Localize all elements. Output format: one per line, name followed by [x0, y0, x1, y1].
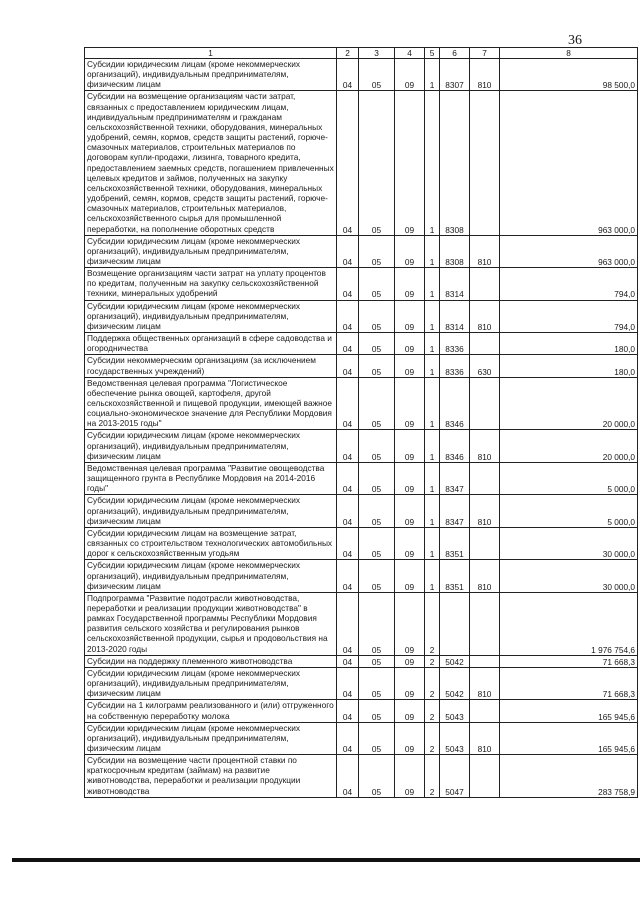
row-amount-cell: 963 000,0 [500, 235, 638, 267]
row-amount-cell: 20 000,0 [500, 430, 638, 462]
row-code-7-cell: 810 [470, 59, 500, 91]
row-code-2-cell: 04 [337, 377, 359, 430]
budget-table-wrapper [84, 47, 637, 798]
table-row [85, 462, 638, 494]
row-code-4-cell: 09 [395, 333, 425, 355]
header-col-5: 5 [425, 48, 440, 59]
row-code-6-cell: 5043 [440, 700, 470, 722]
row-code-7-cell [470, 655, 500, 667]
row-name-cell: Субсидии юридическим лицам (кроме некоммерческих организаций), индивидуальным предпринимателям, физическим лицам [85, 667, 337, 699]
table-row [85, 527, 638, 559]
row-code-6-cell: 5042 [440, 655, 470, 667]
row-code-6-cell: 8314 [440, 268, 470, 300]
table-row [85, 655, 638, 667]
budget-table [84, 47, 638, 798]
row-code-7-cell: 810 [470, 235, 500, 267]
row-code-6-cell: 8314 [440, 300, 470, 332]
row-code-5-cell: 1 [425, 268, 440, 300]
row-amount-cell: 794,0 [500, 268, 638, 300]
row-code-5-cell: 2 [425, 592, 440, 655]
row-code-2-cell: 04 [337, 333, 359, 355]
row-code-5-cell: 1 [425, 377, 440, 430]
table-row [85, 667, 638, 699]
row-code-7-cell [470, 377, 500, 430]
row-code-3-cell: 05 [359, 667, 395, 699]
header-col-3: 3 [359, 48, 395, 59]
row-amount-cell: 20 000,0 [500, 377, 638, 430]
row-code-2-cell: 04 [337, 700, 359, 722]
row-code-5-cell: 1 [425, 91, 440, 235]
row-code-3-cell: 05 [359, 527, 395, 559]
row-code-4-cell: 09 [395, 527, 425, 559]
row-code-7-cell [470, 755, 500, 798]
row-amount-cell: 283 758,9 [500, 755, 638, 798]
row-amount-cell: 794,0 [500, 300, 638, 332]
row-code-4-cell: 09 [395, 377, 425, 430]
row-name-cell: Субсидии юридическим лицам (кроме некоммерческих организаций), индивидуальным предпринимателям, физическим лицам [85, 560, 337, 592]
row-code-4-cell: 09 [395, 430, 425, 462]
row-code-4-cell: 09 [395, 355, 425, 377]
row-code-5-cell: 1 [425, 527, 440, 559]
row-code-4-cell: 09 [395, 300, 425, 332]
row-name-cell: Субсидии на 1 килограмм реализованного и (или) отгруженного на собственную переработку молока [85, 700, 337, 722]
row-name-cell: Ведомственная целевая программа "Логистическое обеспечение рынка овощей, картофеля, другой сельскохозяйственной и пищевой продукции, имеющей важное социально-экономическое значение для Республики Мордовия на 2013-2015 годы" [85, 377, 337, 430]
row-code-4-cell: 09 [395, 495, 425, 527]
row-code-4-cell: 09 [395, 91, 425, 235]
row-amount-cell: 30 000,0 [500, 560, 638, 592]
row-code-2-cell: 04 [337, 300, 359, 332]
row-code-6-cell: 8351 [440, 527, 470, 559]
row-code-2-cell: 04 [337, 722, 359, 754]
row-name-cell: Субсидии на возмещение организациям части затрат, связанных с предоставлением юридическим лицам, индивидуальным предпринимателям и гражданам сельскохозяйственной техники, оборудования, минеральных удобрений, семян, кормов, средств защиты растений, горюче-смазочных материалов, строительных материалов по договорам купли-продажи, лизинга, товарного кредита, предоставлением заемных средств, погашением привлеченных целевых кредитов и займов, полученных на закупку сельскохозяйственной техники, оборудования, минеральных удобрений, семян, кормов, средств защиты растений, горюче-смазочных материалов, строительных материалов, сельскохозяйственного сырья для промышленной переработки, на пополнение оборотных средств [85, 91, 337, 235]
row-name-cell: Субсидии юридическим лицам (кроме некоммерческих организаций), индивидуальным предпринимателям, физическим лицам [85, 59, 337, 91]
row-name-cell: Подпрограмма "Развитие подотрасли животноводства, переработки и реализации продукции животноводства" в рамках Государственной программы Республики Мордовия развития сельского хозяйства и регулирования рынков сельскохозяйственной продукции, сырья и продовольствия на 2013-2020 годы [85, 592, 337, 655]
row-name-cell: Поддержка общественных организаций в сфере садоводства и огородничества [85, 333, 337, 355]
row-code-7-cell [470, 91, 500, 235]
row-code-5-cell: 2 [425, 700, 440, 722]
row-name-cell: Субсидии юридическим лицам (кроме некоммерческих организаций), индивидуальным предпринимателям, физическим лицам [85, 430, 337, 462]
table-row [85, 235, 638, 267]
row-code-3-cell: 05 [359, 495, 395, 527]
table-row [85, 592, 638, 655]
row-code-6-cell: 5047 [440, 755, 470, 798]
row-code-2-cell: 04 [337, 560, 359, 592]
row-code-7-cell: 630 [470, 355, 500, 377]
row-code-7-cell [470, 527, 500, 559]
table-body [85, 59, 638, 798]
row-code-6-cell: 5042 [440, 667, 470, 699]
row-code-3-cell: 05 [359, 592, 395, 655]
row-code-7-cell: 810 [470, 430, 500, 462]
row-code-2-cell: 04 [337, 655, 359, 667]
row-code-7-cell: 810 [470, 667, 500, 699]
row-code-3-cell: 05 [359, 268, 395, 300]
row-code-6-cell: 8336 [440, 333, 470, 355]
row-code-4-cell: 09 [395, 700, 425, 722]
row-amount-cell: 165 945,6 [500, 722, 638, 754]
row-code-6-cell: 8307 [440, 59, 470, 91]
table-row [85, 355, 638, 377]
row-code-3-cell: 05 [359, 355, 395, 377]
row-code-2-cell: 04 [337, 268, 359, 300]
row-amount-cell: 165 945,6 [500, 700, 638, 722]
row-code-2-cell: 04 [337, 462, 359, 494]
row-code-3-cell: 05 [359, 755, 395, 798]
row-code-4-cell: 09 [395, 560, 425, 592]
table-row [85, 560, 638, 592]
row-amount-cell: 963 000,0 [500, 91, 638, 235]
row-code-2-cell: 04 [337, 59, 359, 91]
row-name-cell: Субсидии некоммерческим организациям (за исключением государственных учреждений) [85, 355, 337, 377]
row-code-4-cell: 09 [395, 655, 425, 667]
row-amount-cell: 71 668,3 [500, 655, 638, 667]
header-col-7: 7 [470, 48, 500, 59]
row-code-4-cell: 09 [395, 722, 425, 754]
row-name-cell: Субсидии на возмещение части процентной ставки по краткосрочным кредитам (займам) на развитие животноводства, переработки и реализации продукции животноводства [85, 755, 337, 798]
row-name-cell: Субсидии юридическим лицам на возмещение затрат, связанных со строительством технологических автомобильных дорог к сельскохозяйственным угодьям [85, 527, 337, 559]
header-col-6: 6 [440, 48, 470, 59]
row-code-7-cell [470, 700, 500, 722]
table-row [85, 755, 638, 798]
row-code-2-cell: 04 [337, 592, 359, 655]
bottom-rule [12, 858, 640, 862]
row-code-6-cell: 8346 [440, 430, 470, 462]
row-code-3-cell: 05 [359, 59, 395, 91]
row-code-7-cell [470, 333, 500, 355]
row-amount-cell: 5 000,0 [500, 462, 638, 494]
table-row [85, 722, 638, 754]
row-code-7-cell [470, 268, 500, 300]
table-row [85, 377, 638, 430]
row-code-4-cell: 09 [395, 592, 425, 655]
table-row [85, 268, 638, 300]
row-code-3-cell: 05 [359, 300, 395, 332]
row-code-3-cell: 05 [359, 560, 395, 592]
row-code-2-cell: 04 [337, 430, 359, 462]
row-code-3-cell: 05 [359, 377, 395, 430]
header-col-8: 8 [500, 48, 638, 59]
row-code-5-cell: 2 [425, 755, 440, 798]
row-code-7-cell: 810 [470, 560, 500, 592]
row-code-2-cell: 04 [337, 91, 359, 235]
row-code-5-cell: 1 [425, 300, 440, 332]
table-row [85, 430, 638, 462]
row-code-3-cell: 05 [359, 91, 395, 235]
row-code-3-cell: 05 [359, 430, 395, 462]
row-amount-cell: 98 500,0 [500, 59, 638, 91]
row-code-5-cell: 1 [425, 560, 440, 592]
header-col-1: 1 [85, 48, 337, 59]
row-code-6-cell: 8336 [440, 355, 470, 377]
row-code-7-cell [470, 462, 500, 494]
row-code-5-cell: 1 [425, 430, 440, 462]
header-col-2: 2 [337, 48, 359, 59]
row-amount-cell: 180,0 [500, 355, 638, 377]
row-code-2-cell: 04 [337, 495, 359, 527]
row-code-3-cell: 05 [359, 655, 395, 667]
row-name-cell: Субсидии юридическим лицам (кроме некоммерческих организаций), индивидуальным предпринимателям, физическим лицам [85, 495, 337, 527]
row-code-7-cell: 810 [470, 495, 500, 527]
header-col-4: 4 [395, 48, 425, 59]
table-row [85, 300, 638, 332]
row-code-2-cell: 04 [337, 755, 359, 798]
row-amount-cell: 1 976 754,6 [500, 592, 638, 655]
row-code-2-cell: 04 [337, 355, 359, 377]
row-code-2-cell: 04 [337, 235, 359, 267]
row-code-5-cell: 1 [425, 235, 440, 267]
row-code-5-cell: 1 [425, 333, 440, 355]
row-amount-cell: 71 668,3 [500, 667, 638, 699]
row-amount-cell: 5 000,0 [500, 495, 638, 527]
row-code-5-cell: 1 [425, 355, 440, 377]
row-code-4-cell: 09 [395, 667, 425, 699]
row-code-4-cell: 09 [395, 235, 425, 267]
row-code-7-cell [470, 592, 500, 655]
row-code-6-cell: 8308 [440, 235, 470, 267]
row-name-cell: Возмещение организациям части затрат на уплату процентов по кредитам, полученным на закупку сельскохозяйственной техники, минеральных удобрений [85, 268, 337, 300]
row-code-3-cell: 05 [359, 333, 395, 355]
row-amount-cell: 30 000,0 [500, 527, 638, 559]
row-code-6-cell: 5043 [440, 722, 470, 754]
row-code-5-cell: 1 [425, 495, 440, 527]
row-code-3-cell: 05 [359, 462, 395, 494]
table-header-row [85, 48, 638, 59]
row-code-4-cell: 09 [395, 268, 425, 300]
row-code-7-cell: 810 [470, 722, 500, 754]
table-row [85, 91, 638, 235]
table-row [85, 495, 638, 527]
row-code-5-cell: 2 [425, 722, 440, 754]
row-code-3-cell: 05 [359, 722, 395, 754]
page-number: 36 [568, 33, 582, 48]
table-row [85, 700, 638, 722]
row-name-cell: Ведомственная целевая программа "Развитие овощеводства защищенного грунта в Республике Мордовия на 2014-2016 годы" [85, 462, 337, 494]
row-amount-cell: 180,0 [500, 333, 638, 355]
row-name-cell: Субсидии юридическим лицам (кроме некоммерческих организаций), индивидуальным предпринимателям, физическим лицам [85, 300, 337, 332]
row-code-6-cell: 8347 [440, 495, 470, 527]
row-code-2-cell: 04 [337, 527, 359, 559]
row-code-6-cell: 8308 [440, 91, 470, 235]
row-code-6-cell [440, 592, 470, 655]
row-name-cell: Субсидии юридическим лицам (кроме некоммерческих организаций), индивидуальным предпринимателям, физическим лицам [85, 722, 337, 754]
row-code-5-cell: 1 [425, 462, 440, 494]
row-code-5-cell: 2 [425, 655, 440, 667]
row-code-7-cell: 810 [470, 300, 500, 332]
row-name-cell: Субсидии юридическим лицам (кроме некоммерческих организаций), индивидуальным предпринимателям, физическим лицам [85, 235, 337, 267]
row-code-6-cell: 8347 [440, 462, 470, 494]
row-name-cell: Субсидии на поддержку племенного животноводства [85, 655, 337, 667]
row-code-6-cell: 8346 [440, 377, 470, 430]
row-code-2-cell: 04 [337, 667, 359, 699]
row-code-4-cell: 09 [395, 462, 425, 494]
row-code-4-cell: 09 [395, 755, 425, 798]
row-code-4-cell: 09 [395, 59, 425, 91]
row-code-3-cell: 05 [359, 700, 395, 722]
row-code-5-cell: 1 [425, 59, 440, 91]
table-row [85, 333, 638, 355]
row-code-5-cell: 2 [425, 667, 440, 699]
row-code-6-cell: 8351 [440, 560, 470, 592]
table-row [85, 59, 638, 91]
row-code-3-cell: 05 [359, 235, 395, 267]
